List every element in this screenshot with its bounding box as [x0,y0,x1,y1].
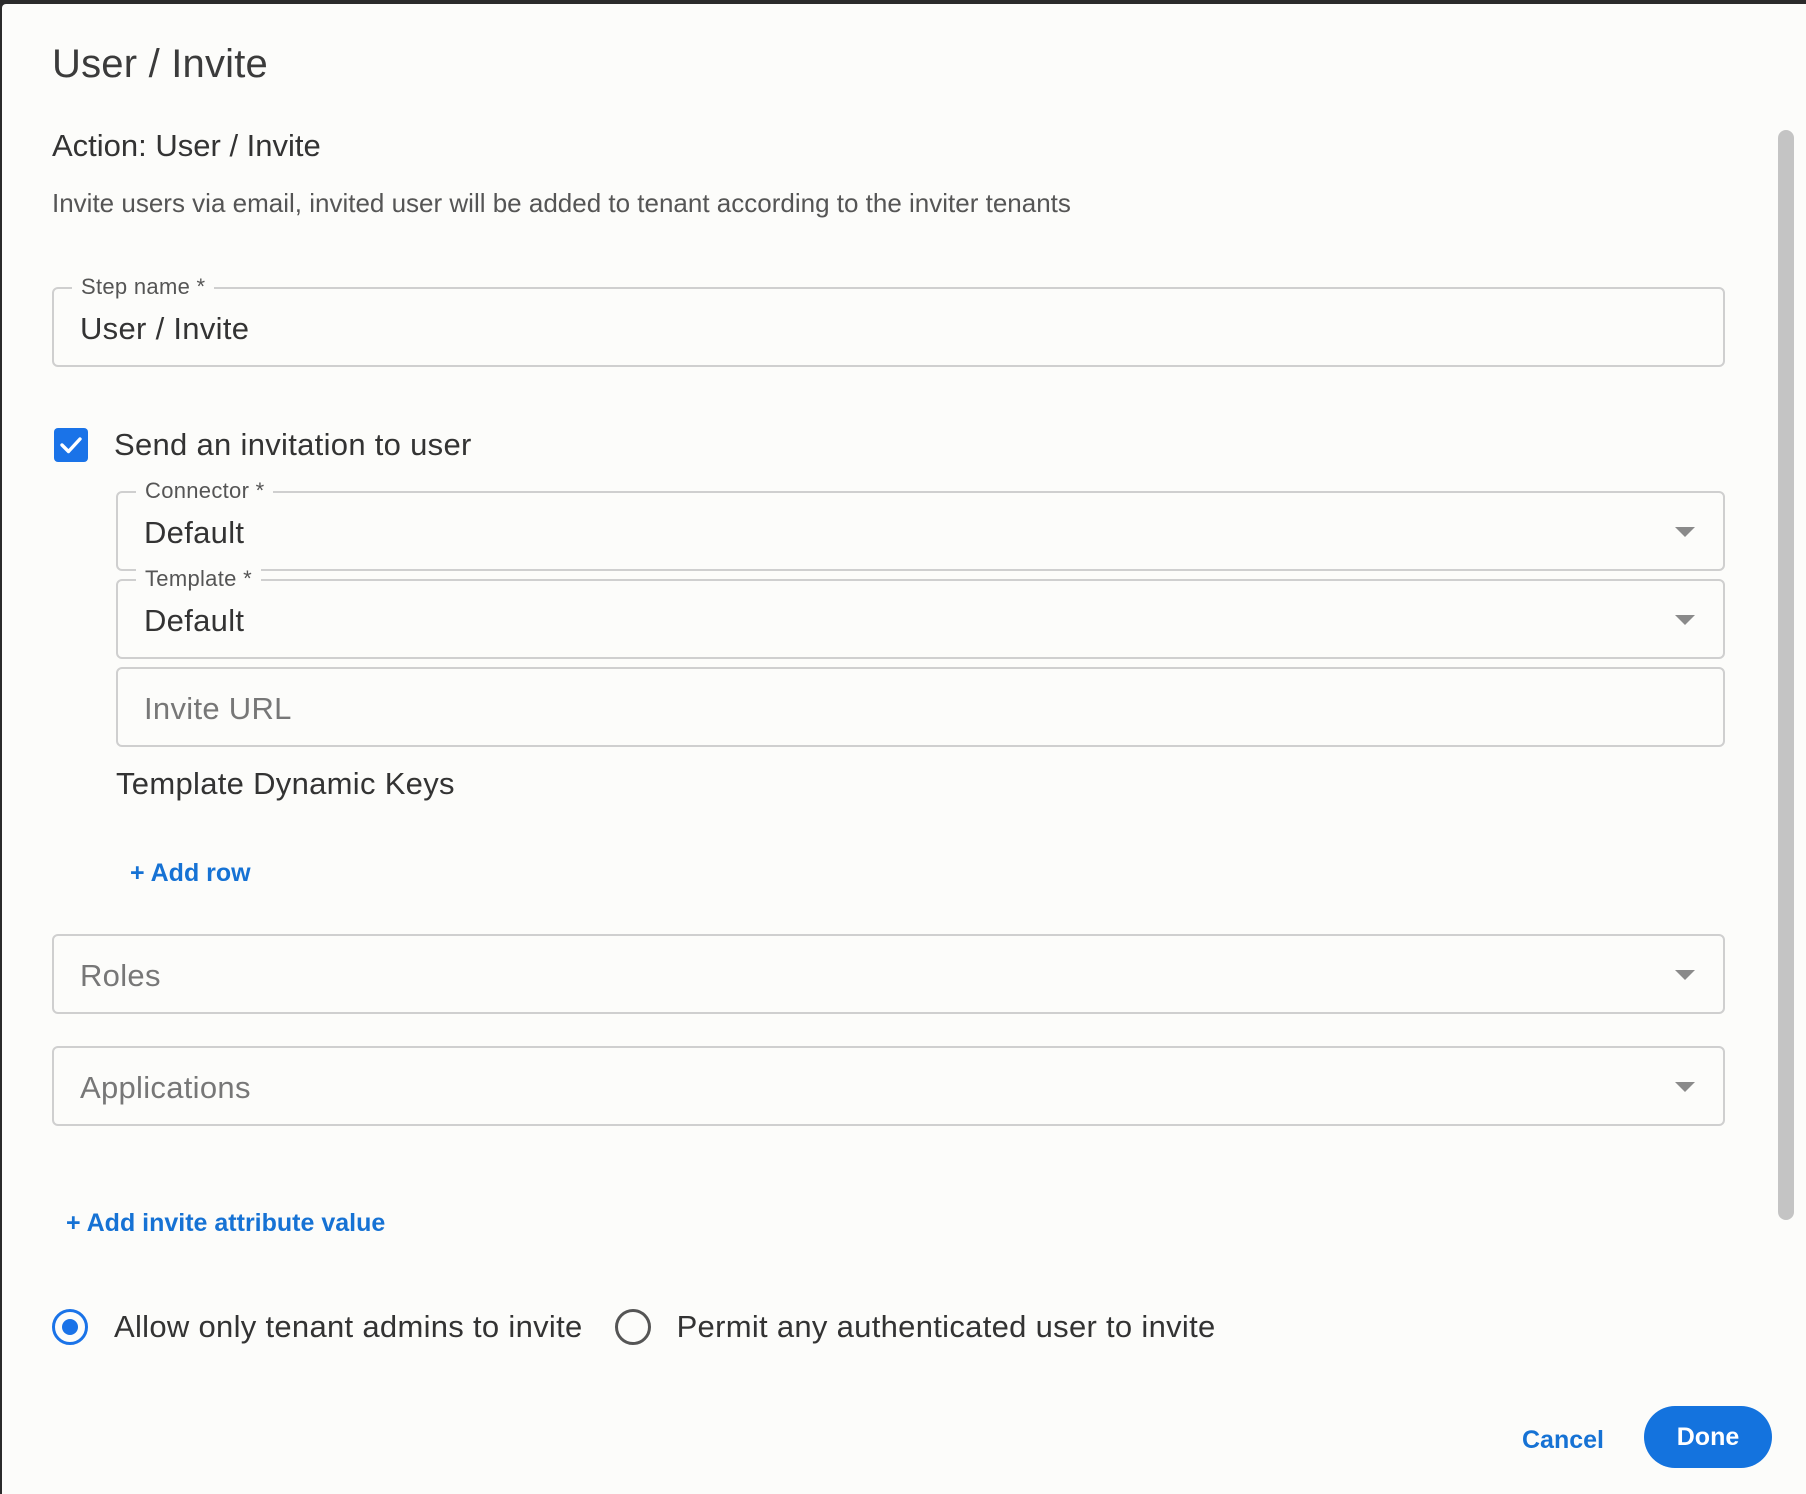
invite-url-input[interactable] [116,667,1725,747]
template-label: Template * [136,566,261,592]
dialog-title: User / Invite [52,42,268,86]
add-invite-attribute-link[interactable]: + Add invite attribute value [66,1209,386,1237]
chevron-down-icon[interactable] [1675,527,1695,537]
template-select[interactable] [116,566,1725,659]
add-row-link[interactable]: + Add row [130,859,251,887]
user-invite-dialog [2,4,1806,1494]
connector-label: Connector * [136,478,273,504]
chevron-down-icon[interactable] [1675,1082,1695,1092]
chevron-down-icon[interactable] [1675,970,1695,980]
scrollbar[interactable] [1774,120,1798,1388]
send-invitation-checkbox[interactable] [54,428,88,462]
invite-permission-radio-group [52,1307,1216,1347]
invite-url-placeholder: Invite URL [144,691,292,726]
roles-placeholder: Roles [80,958,161,993]
chevron-down-icon[interactable] [1675,615,1695,625]
step-name-value: User / Invite [80,311,250,346]
radio-permit-any-user-label[interactable]: Permit any authenticated user to invite [676,1309,1216,1344]
applications-select[interactable] [52,1046,1725,1126]
action-heading: Action: User / Invite [52,128,321,163]
step-name-field[interactable] [52,274,1725,367]
connector-select[interactable] [116,478,1725,571]
action-description: Invite users via email, invited user will be added to tenant according to the inviter tenants [52,188,1071,218]
template-value: Default [144,603,245,638]
step-name-label: Step name * [72,274,214,300]
done-button[interactable]: Done [1644,1406,1772,1468]
check-icon [58,432,84,458]
radio-permit-any-user[interactable] [615,1309,651,1345]
connector-value: Default [144,515,245,550]
radio-allow-tenant-admins[interactable] [52,1309,88,1345]
dialog-footer [2,1388,1806,1494]
send-invitation-row[interactable] [54,426,472,464]
cancel-button[interactable]: Cancel [1512,1418,1614,1463]
send-invitation-label: Send an invitation to user [114,427,472,462]
roles-select[interactable] [52,934,1725,1014]
template-dynamic-keys-label: Template Dynamic Keys [116,766,455,801]
radio-allow-tenant-admins-label[interactable]: Allow only tenant admins to invite [114,1309,583,1344]
applications-placeholder: Applications [80,1070,251,1105]
scrollbar-thumb[interactable] [1778,130,1794,1220]
